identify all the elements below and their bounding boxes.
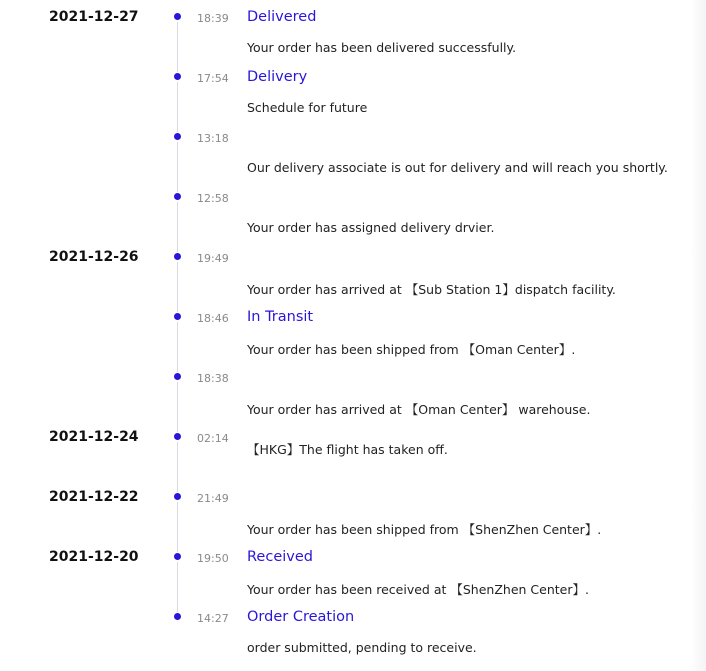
timeline-entry: [0, 120, 690, 180]
entry-date: 2021-12-24: [49, 429, 139, 445]
entry-description: Your order has been received at 【ShenZhen Center】.: [247, 582, 589, 597]
timeline-entry: [0, 60, 690, 120]
entry-description: Your order has been shipped from 【Oman Center】.: [247, 342, 576, 357]
entry-date: 2021-12-22: [49, 489, 139, 505]
timeline-dot-icon: [174, 493, 181, 500]
entry-description: Our delivery associate is out for delivery and will reach you shortly.: [247, 160, 668, 175]
timeline-entry: [0, 540, 690, 600]
entry-status: Order Creation: [247, 609, 355, 625]
timeline-dot-icon: [174, 313, 181, 320]
entry-time: 13:18: [197, 132, 229, 145]
scroll-edge-shadow: [690, 0, 706, 671]
entry-time: 12:58: [197, 192, 229, 205]
timeline-entry: [0, 420, 690, 480]
entry-description: Your order has arrived at 【Oman Center】 warehouse.: [247, 402, 591, 417]
timeline-entry: [0, 480, 690, 540]
entry-description: Your order has arrived at 【Sub Station 1】dispatch facility.: [247, 282, 616, 297]
timeline-dot-icon: [174, 73, 181, 80]
entry-date: 2021-12-27: [49, 9, 139, 25]
entry-time: 14:27: [197, 612, 229, 625]
entry-time: 18:39: [197, 12, 229, 25]
timeline-entry: [0, 300, 690, 360]
timeline-dot-icon: [174, 133, 181, 140]
timeline-dot-icon: [174, 13, 181, 20]
timeline-entry: [0, 180, 690, 240]
entry-time: 21:49: [197, 492, 229, 505]
entry-description: Your order has assigned delivery drvier.: [247, 220, 495, 235]
timeline-dot-icon: [174, 553, 181, 560]
entry-status: Delivery: [247, 69, 308, 85]
entry-time: 18:38: [197, 372, 229, 385]
entry-description: 【HKG】The flight has taken off.: [247, 442, 448, 457]
entry-time: 18:46: [197, 312, 229, 325]
timeline-dot-icon: [174, 433, 181, 440]
entry-date: 2021-12-26: [49, 249, 139, 265]
entry-description: Schedule for future: [247, 100, 368, 115]
timeline-dot-icon: [174, 373, 181, 380]
entry-description: order submitted, pending to receive.: [247, 640, 477, 655]
timeline-dot-icon: [174, 193, 181, 200]
entry-status: In Transit: [247, 309, 314, 325]
timeline-dot-icon: [174, 613, 181, 620]
entry-status: Delivered: [247, 9, 317, 25]
entry-description: Your order has been delivered successfully.: [247, 40, 517, 55]
timeline-entry: [0, 360, 690, 420]
entry-description: Your order has been shipped from 【ShenZhen Center】.: [247, 522, 602, 537]
timeline-entry: [0, 0, 690, 60]
entry-time: 19:49: [197, 252, 229, 265]
timeline-dot-icon: [174, 253, 181, 260]
entry-time: 17:54: [197, 72, 229, 85]
entry-time: 02:14: [197, 432, 229, 445]
timeline-entry: [0, 240, 690, 300]
entry-date: 2021-12-20: [49, 549, 139, 565]
timeline-entry: [0, 600, 690, 660]
entry-status: Received: [247, 549, 313, 565]
entry-time: 19:50: [197, 552, 229, 565]
